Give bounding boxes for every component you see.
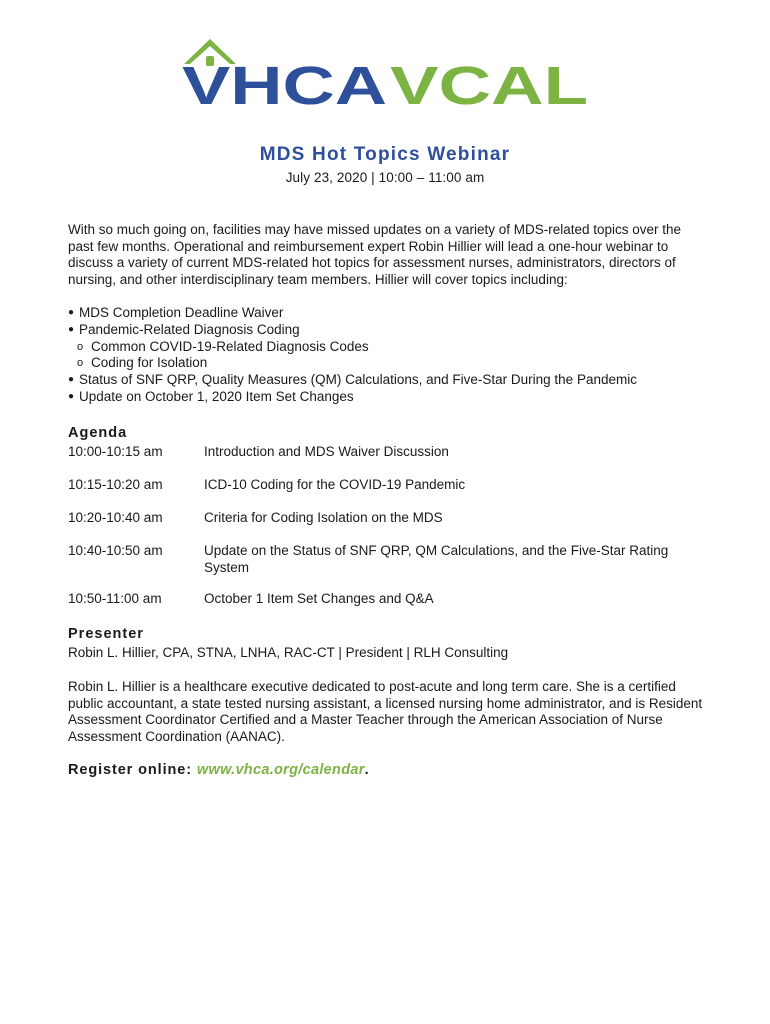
agenda-time: 10:00-10:15 am bbox=[68, 444, 163, 459]
register-line bbox=[68, 762, 370, 778]
agenda-time: 10:20-10:40 am bbox=[68, 510, 163, 525]
agenda-time: 10:50-11:00 am bbox=[68, 591, 162, 606]
vhca-vcal-logo bbox=[180, 38, 590, 108]
topic-subitem: o Common COVID-19-Related Diagnosis Codes bbox=[77, 338, 369, 354]
hollow-bullet-icon: o bbox=[77, 357, 84, 370]
bullet-icon: ● bbox=[68, 323, 75, 335]
presenter-heading: Presenter bbox=[68, 626, 144, 642]
register-link[interactable]: www.vhca.org/calendar bbox=[196, 762, 365, 778]
register-label: Register online: bbox=[68, 762, 192, 778]
bullet-icon: ● bbox=[68, 390, 75, 402]
topic-item: ● Status of SNF QRP, Quality Measures (QM) Calculations, and Five-Star During the Pandemic bbox=[68, 372, 637, 388]
agenda-time: 10:15-10:20 am bbox=[68, 477, 163, 492]
topics-list bbox=[68, 305, 708, 406]
intro-paragraph: With so much going on, facilities may have missed updates on a variety of MDS-related topics over the past few months. Operational and reimbursement expert Robin Hillier will lead a one-hour webinar to discuss a variety of current MDS-related hot topics for assessment nurses, administrators, directors of nursing, and other interdisciplinary team members. Hillier will cover topics including: bbox=[68, 222, 682, 287]
agenda-time: 10:40-10:50 am bbox=[68, 543, 163, 558]
topic-item: ● Update on October 1, 2020 Item Set Changes bbox=[68, 388, 354, 404]
agenda-topic: October 1 Item Set Changes and Q&A bbox=[204, 591, 434, 606]
agenda-topic: ICD-10 Coding for the COVID-19 Pandemic bbox=[204, 477, 466, 492]
register-suffix: . bbox=[364, 762, 370, 778]
agenda-topic: Criteria for Coding Isolation on the MDS bbox=[204, 510, 443, 525]
topic-subitem: o Coding for Isolation bbox=[77, 355, 208, 371]
bullet-icon: ● bbox=[68, 374, 75, 386]
hollow-bullet-icon: o bbox=[77, 340, 84, 353]
bullet-icon: ● bbox=[68, 307, 75, 318]
logo-text-vhca: VHCA bbox=[182, 56, 387, 108]
logo-text-vcal: VCAL bbox=[390, 56, 588, 108]
presenter-credentials: Robin L. Hillier, CPA, STNA, LNHA, RAC-CT | President | RLH Consulting bbox=[68, 645, 509, 660]
presenter-bio: Robin L. Hillier is a healthcare executive dedicated to post-acute and long term care. She is a certified public accountant, a state tested nursing assistant, a licensed nursing home administrator, and is Resident Assessment Coordinator Certified and a Master Teacher through the American Association of Nurse Assessment Coordination (AANAC). bbox=[68, 679, 703, 744]
event-date: July 23, 2020 | 10:00 – 11:00 am bbox=[285, 170, 485, 185]
topic-item: ● Pandemic-Related Diagnosis Coding bbox=[68, 321, 300, 337]
page-title: MDS Hot Topics Webinar bbox=[259, 144, 511, 165]
topic-item: ● MDS Completion Deadline Waiver bbox=[68, 305, 284, 320]
agenda-topic: Update on the Status of SNF QRP, QM Calculations, and the Five-Star Rating System bbox=[204, 543, 669, 575]
agenda-topic: Introduction and MDS Waiver Discussion bbox=[204, 444, 449, 459]
agenda-heading: Agenda bbox=[68, 425, 128, 441]
